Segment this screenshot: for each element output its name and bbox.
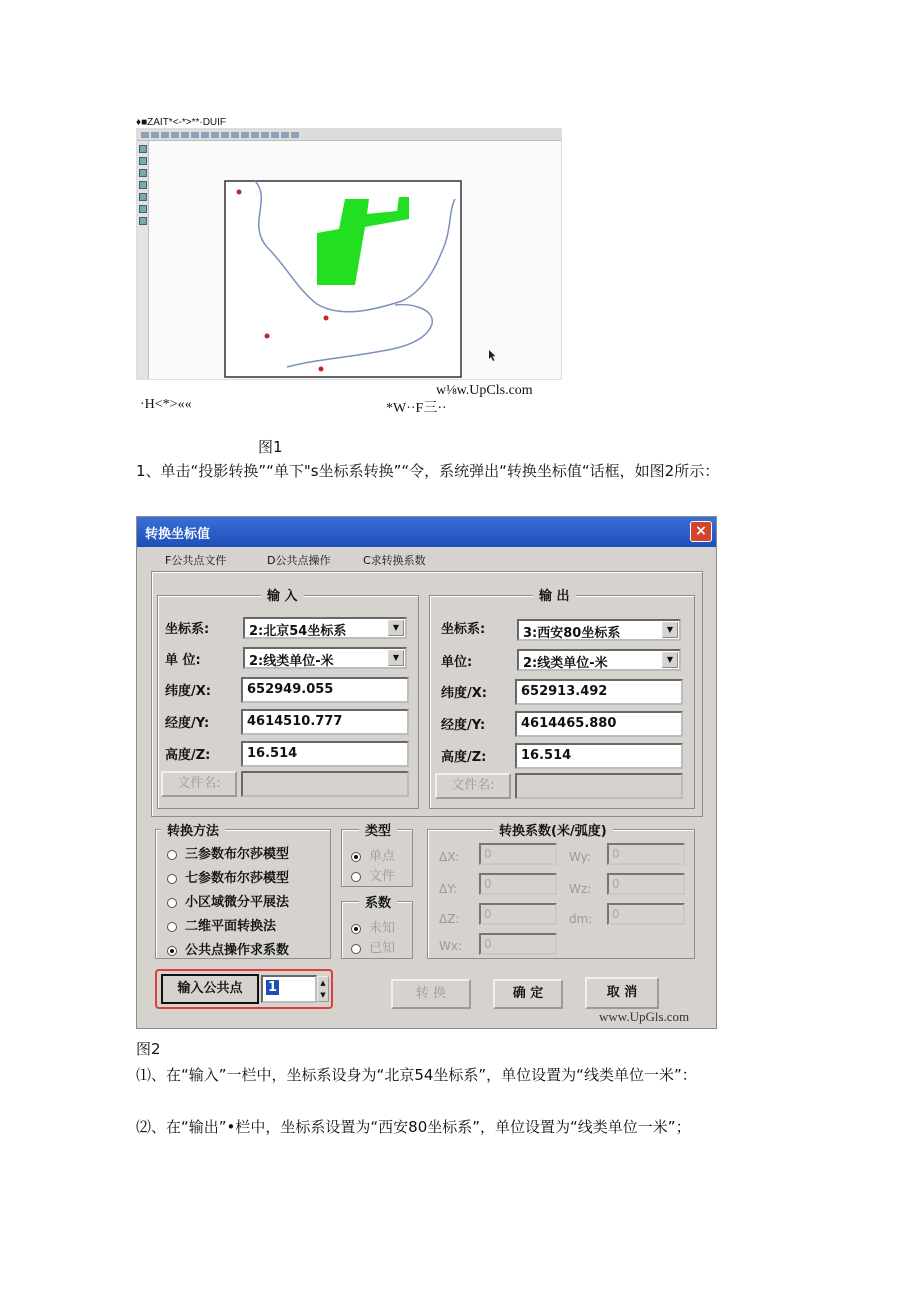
param-dy-field[interactable]: 0 [479,873,557,895]
step-2: ⑵、在“输出”•栏中，坐标系设置为“西安80坐标系”，单位设置为“线类单位一米”； [136,1118,691,1136]
output-file-button[interactable]: 文件名: [435,773,511,799]
radio-icon [351,944,361,954]
method-option-label: 公共点操作求系数 [185,943,290,958]
output-unit-label: 单位: [441,655,473,670]
spin-stepper[interactable]: ▲ ▼ [317,976,329,1002]
param-dx-field[interactable]: 0 [479,843,557,865]
mouse-cursor-icon [489,350,496,361]
output-x-label: 纬度/X: [441,686,487,701]
input-coord-select[interactable] [243,617,407,639]
cancel-button[interactable]: 取 消 [585,977,659,1009]
param-wz-label: Wz: [569,882,592,896]
menu-common-point-file[interactable]: F公共点文件 [165,554,227,567]
output-file-field[interactable] [515,773,683,799]
menu-compute-coefficients[interactable]: C求转换系数 [363,554,426,567]
chevron-down-icon[interactable]: ▼ [388,620,404,636]
chevron-down-icon[interactable]: ▼ [662,622,678,638]
output-coord-value: 3:西安80坐标系 [523,626,621,641]
convert-button[interactable]: 转 换 [391,979,471,1009]
radio-icon [167,898,177,908]
point-count-value: 1 [268,980,278,995]
param-wx-label: Wx: [439,939,463,953]
coef-option-unknown[interactable] [351,917,395,936]
figure1-watermark: w⅛w.UpCls.com [436,383,533,398]
param-dz-field[interactable]: 0 [479,903,557,925]
figure2-caption: 图2 [136,1040,161,1058]
coef-option-label: 已知 [369,941,396,956]
output-y-label: 经度/Y: [441,718,486,733]
figure1-caption: 图1 [258,438,283,456]
method-option-label: 七参数布尔莎模型 [185,871,290,886]
type-option-file[interactable] [351,865,395,884]
map-point [265,334,270,339]
method-option-7param[interactable] [167,867,289,886]
figure1-footer-right: *W··F三·· [386,401,447,416]
radio-icon [167,874,177,884]
map-point [237,190,242,195]
step-1: ⑴、在“输入”一栏中，坐标系设身为“北京54坐标系”，单位设置为“线类单位一米”： [136,1066,697,1084]
menu-common-point-operation[interactable]: D公共点操作 [267,554,331,567]
method-option-label: 小区域微分平展法 [185,895,290,910]
radio-icon [351,872,361,882]
type-group-title: 类型 [359,820,397,839]
method-option-label: 三参数布尔莎模型 [185,847,290,862]
output-unit-select[interactable] [517,649,681,671]
input-y-field[interactable]: 4614510.777 [241,709,409,735]
param-wx-field[interactable]: 0 [479,933,557,955]
chevron-down-icon[interactable]: ▼ [388,650,404,666]
param-dx-label: ΔX: [439,850,460,864]
output-y-field[interactable]: 4614465.880 [515,711,683,737]
input-coord-label: 坐标系: [165,622,210,637]
point-count-field[interactable] [261,975,317,1003]
input-file-button[interactable]: 文件名: [161,771,237,797]
map-point [319,367,324,372]
coef-option-label: 未知 [369,921,396,936]
map-point [324,316,329,321]
method-option-small-area[interactable] [167,891,289,910]
param-dy-label: ΔY: [439,882,457,896]
input-file-field[interactable] [241,771,409,797]
param-dz-label: ΔZ: [439,912,460,926]
param-wz-field[interactable]: 0 [607,873,685,895]
method-group-title: 转换方法 [161,820,225,839]
output-x-field[interactable]: 652913.492 [515,679,683,705]
radio-icon [167,850,177,860]
input-y-label: 经度/Y: [165,716,210,731]
figure1-map [137,129,562,380]
param-wy-field[interactable]: 0 [607,843,685,865]
figure1-header: ♦■ZAIT*<-*>**·DUIF [136,117,227,128]
dialog-titlebar [137,517,716,547]
input-coord-value: 2:北京54坐标系 [249,624,347,639]
param-dm-label: dm: [569,912,593,926]
method-option-3param[interactable] [167,843,289,862]
chevron-down-icon[interactable]: ▼ [662,652,678,668]
param-wy-label: Wy: [569,850,591,864]
coef-option-known[interactable] [351,937,395,956]
type-option-label: 文件 [369,869,396,884]
dialog-title: 转换坐标值 [145,527,211,542]
dialog-watermark: www.UpGls.com [599,1009,690,1024]
coefficient-group-title: 系数 [359,892,397,911]
radio-selected-icon [167,946,177,956]
type-option-single[interactable] [351,845,395,864]
input-z-label: 高度/Z: [165,748,211,763]
ok-button[interactable]: 确 定 [493,979,563,1009]
param-dm-field[interactable]: 0 [607,903,685,925]
figure1-map-screenshot [136,128,562,380]
params-group-title: 转换系数(米/弧度) [493,820,613,839]
close-icon[interactable]: × [690,521,712,542]
radio-selected-icon [351,852,361,862]
input-x-field[interactable]: 652949.055 [241,677,409,703]
input-unit-value: 2:线类单位-米 [249,654,334,669]
output-z-field[interactable]: 16.514 [515,743,683,769]
method-option-common-point[interactable] [167,939,289,958]
output-coord-label: 坐标系: [441,622,486,637]
method-option-label: 二维平面转换法 [185,919,277,934]
method-option-2d-plane[interactable] [167,915,276,934]
input-unit-select[interactable] [243,647,407,669]
convert-coordinates-dialog [136,516,717,1029]
paragraph-1: 1、单击“投影转换”“单下"s坐标系转换”“令，系统弹出“转换坐标值“话框，如图2所示： [136,462,720,480]
input-unit-label: 单 位: [165,653,201,668]
input-group-title: 输 入 [261,585,304,604]
input-common-point-button[interactable]: 输入公共点 [161,974,259,1004]
radio-selected-icon [351,924,361,934]
input-x-label: 纬度/X: [165,684,211,699]
figure1-footer-left: ·H<*>«« [140,397,192,412]
output-group-title: 输 出 [533,585,576,604]
type-option-label: 单点 [369,849,396,864]
output-z-label: 高度/Z: [441,750,487,765]
radio-icon [167,922,177,932]
output-coord-select[interactable] [517,619,681,641]
output-unit-value: 2:线类单位-米 [523,656,608,671]
input-z-field[interactable]: 16.514 [241,741,409,767]
